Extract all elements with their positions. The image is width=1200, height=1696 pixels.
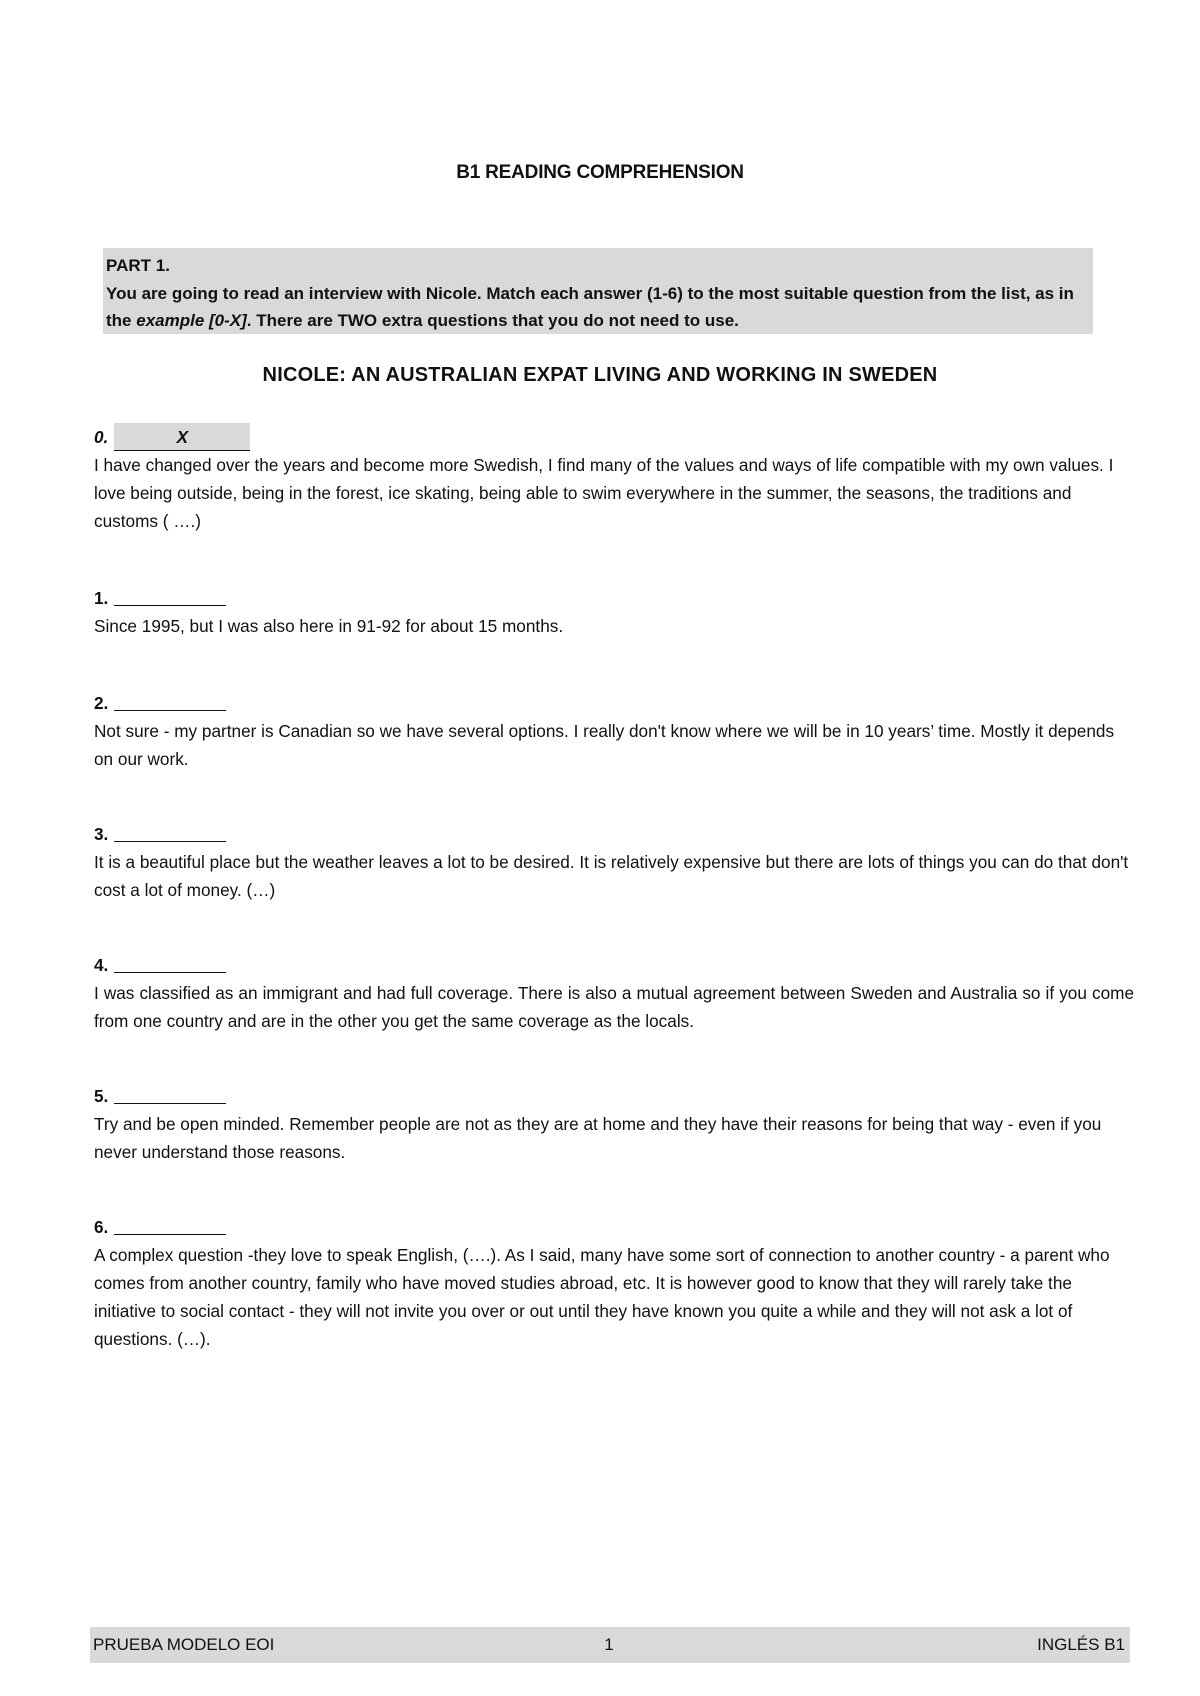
footer-right: INGLÉS B1 bbox=[1037, 1635, 1125, 1654]
answer-blank[interactable] bbox=[114, 1083, 226, 1104]
example-item bbox=[94, 423, 1134, 535]
item-number-line bbox=[94, 689, 1134, 717]
answer-blank[interactable] bbox=[114, 821, 226, 842]
page-title: B1 READING COMPREHENSION bbox=[456, 162, 744, 183]
answer-text: Since 1995, but I was also here in 91-92 for about 15 months. bbox=[94, 616, 564, 636]
article-title: NICOLE: AN AUSTRALIAN EXPAT LIVING AND WORKING IN SWEDEN bbox=[262, 364, 938, 386]
instructions-text-after: . There are TWO extra questions that you do not need to use. bbox=[246, 311, 739, 330]
answer-blank[interactable] bbox=[114, 585, 226, 606]
list-item bbox=[94, 689, 1134, 773]
list-item bbox=[94, 1213, 1134, 1353]
item-number-line bbox=[94, 584, 1134, 612]
item-number: 5. bbox=[94, 1086, 109, 1106]
page-footer bbox=[90, 1627, 1130, 1663]
item-number-line bbox=[94, 1213, 1134, 1241]
answer-text: A complex question -they love to speak English, (….). As I said, many have some sort of connection to another country - a parent who comes from another country, family who have moved studies abroad, etc. It is however good to know that they will rarely take the initiative to social contact - they will not invite you over or out until they have known you quite a while and they will not ask a lot of questions. (…). bbox=[94, 1245, 1110, 1349]
answer-blank[interactable] bbox=[114, 952, 226, 973]
answer-text: I was classified as an immigrant and had full coverage. There is also a mutual agreement between Sweden and Australia so if you come from one country and are in the other you get the same coverage as the locals. bbox=[94, 983, 1134, 1031]
item-number-line bbox=[94, 1082, 1134, 1110]
answer-blank[interactable] bbox=[114, 690, 226, 711]
item-number-line bbox=[94, 951, 1134, 979]
answer-text: Not sure - my partner is Canadian so we have several options. I really don't know where we will be in 10 years’ time. Mostly it depends on our work. bbox=[94, 721, 1115, 769]
item-number-line bbox=[94, 820, 1134, 848]
answer-text: Try and be open minded. Remember people are not as they are at home and they have their reasons for being that way - even if you never understand those reasons. bbox=[94, 1114, 1102, 1162]
example-number: 0. bbox=[94, 427, 109, 447]
list-item bbox=[94, 1082, 1134, 1166]
footer-left: PRUEBA MODELO EOI bbox=[93, 1635, 275, 1654]
example-answer-blank: X bbox=[114, 423, 250, 451]
instructions-text bbox=[106, 280, 1085, 335]
list-item bbox=[94, 820, 1134, 904]
item-number: 3. bbox=[94, 824, 109, 844]
example-reference: example [0-X] bbox=[136, 311, 247, 330]
instructions-text-before: You are going to read an interview with Nicole. Match each answer (1-6) to the most suitable question from the list, as in the bbox=[106, 283, 1074, 330]
item-number: 6. bbox=[94, 1217, 109, 1237]
answer-blank[interactable] bbox=[114, 1214, 226, 1235]
part-heading: PART 1. bbox=[106, 256, 170, 275]
list-item bbox=[94, 951, 1134, 1035]
example-answer-text: I have changed over the years and become more Swedish, I find many of the values and ways of life compatible with my own values. I love being outside, being in the forest, ice skating, being able to swim everywhere in the summer, the seasons, the traditions and customs ( ….) bbox=[94, 455, 1114, 531]
list-item bbox=[94, 584, 1134, 640]
item-number: 4. bbox=[94, 955, 109, 975]
answer-text: It is a beautiful place but the weather leaves a lot to be desired. It is relatively expensive but there are lots of things you can do that don't cost a lot of money. (…) bbox=[94, 852, 1129, 900]
item-number: 2. bbox=[94, 693, 109, 713]
item-number: 1. bbox=[94, 588, 109, 608]
example-number-line bbox=[94, 423, 1134, 451]
instructions-box bbox=[103, 248, 1093, 334]
page-number: 1 bbox=[604, 1635, 614, 1654]
